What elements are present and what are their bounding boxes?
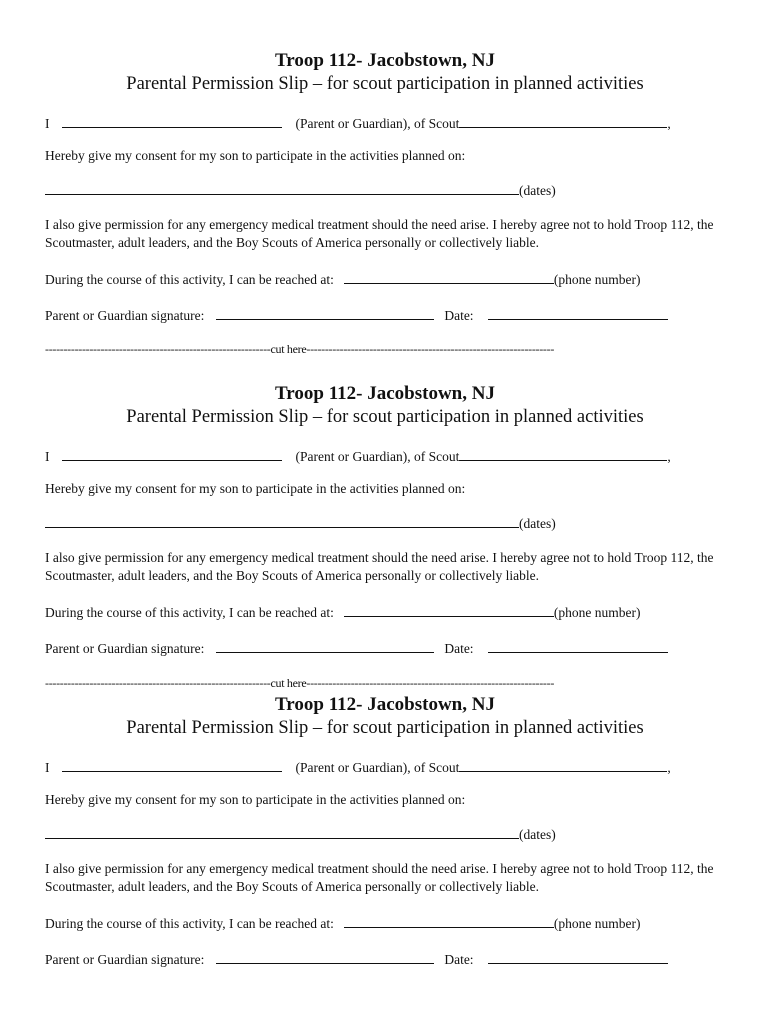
parent-name-field[interactable]	[62, 758, 282, 772]
scout-name-field[interactable]	[459, 447, 667, 461]
medical-text: I also give permission for any emergency medical treatment should the need arise. I hereby agree not to hold Troop 112, the Scoutmaster, adult leaders, and the Boy Scouts of America personally or collectively liable.	[45, 861, 714, 894]
medical-text: I also give permission for any emergency medical treatment should the need arise. I hereby agree not to hold Troop 112, the Scoutmaster, adult leaders, and the Boy Scouts of America personally or collectively liable.	[45, 217, 714, 250]
i-label: I	[45, 449, 50, 464]
medical-text: I also give permission for any emergency medical treatment should the need arise. I hereby agree not to hold Troop 112, the Scoutmaster, adult leaders, and the Boy Scouts of America personally or collectively liable.	[45, 550, 714, 583]
slip-title: Troop 112- Jacobstown, NJ	[275, 50, 495, 71]
parent-scout-line	[45, 114, 671, 132]
cut-here-divider: -------------------------------------------------------------cut here-------------------------------------------------------------------	[45, 342, 555, 356]
signature-line	[45, 639, 668, 657]
dates-field[interactable]	[45, 514, 519, 528]
scout-name-field[interactable]	[459, 114, 667, 128]
comma: ,	[667, 760, 671, 775]
reach-line	[45, 603, 641, 621]
dates-field[interactable]	[45, 181, 519, 195]
phone-field[interactable]	[344, 914, 554, 928]
reach-label: During the course of this activity, I can be reached at:	[45, 916, 334, 931]
slip-subtitle: Parental Permission Slip – for scout participation in planned activities	[126, 74, 644, 94]
phone-label: (phone number)	[553, 916, 641, 931]
reach-line	[45, 270, 641, 288]
parent-name-field[interactable]	[62, 447, 282, 461]
date-label: Date:	[444, 308, 474, 323]
phone-label: (phone number)	[553, 605, 641, 620]
parent-scout-line	[45, 447, 671, 465]
consent-text: Hereby give my consent for my son to participate in the activities planned on:	[45, 792, 466, 807]
signature-label: Parent or Guardian signature:	[45, 952, 205, 967]
dates-field[interactable]	[45, 825, 519, 839]
parent-label: (Parent or Guardian), of Scout	[295, 760, 460, 775]
phone-field[interactable]	[344, 603, 554, 617]
parent-label: (Parent or Guardian), of Scout	[295, 449, 460, 464]
slip-title: Troop 112- Jacobstown, NJ	[275, 383, 495, 404]
reach-line	[45, 914, 641, 932]
date-label: Date:	[444, 952, 474, 967]
dates-label: (dates)	[519, 516, 556, 531]
reach-label: During the course of this activity, I can be reached at:	[45, 605, 334, 620]
comma: ,	[667, 116, 671, 131]
date-field[interactable]	[488, 639, 668, 653]
dates-line	[45, 181, 556, 199]
signature-field[interactable]	[216, 639, 434, 653]
dates-label: (dates)	[519, 183, 556, 198]
slip-title: Troop 112- Jacobstown, NJ	[275, 694, 495, 715]
signature-field[interactable]	[216, 306, 434, 320]
dates-line	[45, 514, 556, 532]
cut-here-divider: -------------------------------------------------------------cut here-------------------------------------------------------------------	[45, 676, 555, 690]
slip-subtitle: Parental Permission Slip – for scout participation in planned activities	[126, 407, 644, 427]
signature-line	[45, 950, 668, 968]
slip-subtitle: Parental Permission Slip – for scout participation in planned activities	[126, 718, 644, 738]
date-field[interactable]	[488, 306, 668, 320]
scout-name-field[interactable]	[459, 758, 667, 772]
signature-label: Parent or Guardian signature:	[45, 308, 205, 323]
dates-label: (dates)	[519, 827, 556, 842]
phone-label: (phone number)	[553, 272, 641, 287]
i-label: I	[45, 116, 50, 131]
comma: ,	[667, 449, 671, 464]
consent-text: Hereby give my consent for my son to participate in the activities planned on:	[45, 481, 466, 496]
i-label: I	[45, 760, 50, 775]
consent-text: Hereby give my consent for my son to participate in the activities planned on:	[45, 148, 466, 163]
dates-line	[45, 825, 556, 843]
date-label: Date:	[444, 641, 474, 656]
signature-label: Parent or Guardian signature:	[45, 641, 205, 656]
signature-field[interactable]	[216, 950, 434, 964]
phone-field[interactable]	[344, 270, 554, 284]
parent-scout-line	[45, 758, 671, 776]
parent-label: (Parent or Guardian), of Scout	[295, 116, 460, 131]
reach-label: During the course of this activity, I can be reached at:	[45, 272, 334, 287]
signature-line	[45, 306, 668, 324]
date-field[interactable]	[488, 950, 668, 964]
parent-name-field[interactable]	[62, 114, 282, 128]
